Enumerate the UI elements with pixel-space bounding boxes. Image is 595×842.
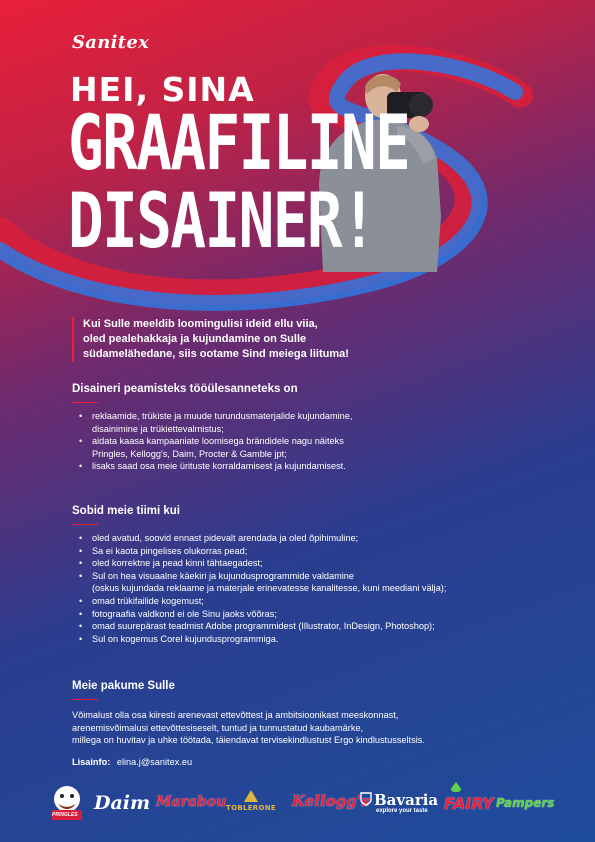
intro-text [72,317,349,362]
daim-logo: Daim [94,792,151,814]
toblerone-logo: TOBLERONE [226,804,276,812]
intro-line: Kui Sulle meeldib loomingulisi ideid ellu viia, [83,318,318,330]
offer-text [72,709,425,747]
pampers-logo: Pampers [496,796,555,810]
headline-line-2: GRAAFILINE [68,98,410,187]
fit-list [72,532,446,645]
offer-title: Meie pakume Sulle [72,680,175,692]
contact-info [72,757,192,767]
offer-line: arenemisvõimalusi ettevõttesiseselt, tuntud ja tunnustatud kaubamärke, [72,722,364,733]
kelloggs-logo: Kellogg's [292,792,370,810]
offer-divider [72,699,98,700]
brand-logos-row [50,782,555,824]
offer-line: Võimalust olla osa kiiresti arenevast ettevõttest ja ambitsioonikast meeskonnast, [72,710,399,720]
fit-title: Sobid meie tiimi kui [72,505,180,517]
duties-divider [72,402,98,403]
list-item: • Sul on kogemus Corel kujundusprogrammiga. [72,633,446,646]
list-item-continuation: Pringles, Kellogg's, Daim, Procter & Gamble jpt; [92,448,287,459]
intro-line: oled pealehakkaja ja kujundamine on Sulle [83,333,307,345]
contact-email-link[interactable]: elina.j@sanitex.eu [116,757,193,767]
list-item: • reklaamide, trükiste ja muude turundusmaterjalide kujundamine, [72,410,352,423]
headline-line-3: DISAINER! [68,176,376,265]
list-item: • Sul on hea visuaalne käekiri ja kujundusprogrammide valdamine [72,570,446,583]
marabou-logo: Marabou [156,794,227,810]
contact-label: Lisainfo: [72,757,111,767]
fairy-drop-icon [450,782,462,792]
fit-divider [72,524,98,525]
headline-greeting: HEI, SINA [70,70,255,109]
bavaria-logo: Bavaria [374,791,439,809]
duties-list [72,410,352,473]
list-item: • lisaks saad osa meie ürituste korraldamisest ja kujundamisest. [72,460,352,473]
offer-line: millega on huvitav ja uhke töötada, täiendavat tervisekindlustust Ergo kindlustusseltsis. [72,735,425,746]
bavaria-tagline: explore your taste [376,808,428,814]
list-item: • Sa ei kaota pingelises olukorras pead; [72,545,446,558]
list-item: • oled avatud, soovid ennast pidevalt arendada ja oled õpihimuline; [72,532,446,545]
toblerone-mountain-icon [244,790,258,802]
list-item-continuation: disainimine ja trükiettevalmistus; [92,423,224,434]
bavaria-crest-icon [360,792,372,806]
fairy-logo: FAIRY [444,794,494,813]
list-item: • omad suurepärast teadmist Adobe programmidest (Illustrator, InDesign, Photoshop); [72,620,446,633]
duties-title: Disaineri peamisteks tööülesanneteks on [72,383,298,395]
list-item: • fotograafia valdkond ei ole Sinu jaoks võõras; [72,608,446,621]
list-item: • omad trükifailide kogemust; [72,595,446,608]
sanitex-logo: Sanitex [72,32,150,53]
list-item: • oled korrektne ja pead kinni tähtaegadest; [72,557,446,570]
headline-title [68,98,410,265]
list-item: • aidata kaasa kampaaniate loomisega brändidele nagu näiteks [72,435,352,448]
list-item-continuation: (oskus kujundada reklaame ja materjale erinevatesse kanalitesse, kuni meediani välja); [92,583,447,594]
pringles-logo-text: PRINGLES [52,812,78,818]
intro-line: südamelähedane, siis ootame Sind meiega liituma! [83,348,349,360]
